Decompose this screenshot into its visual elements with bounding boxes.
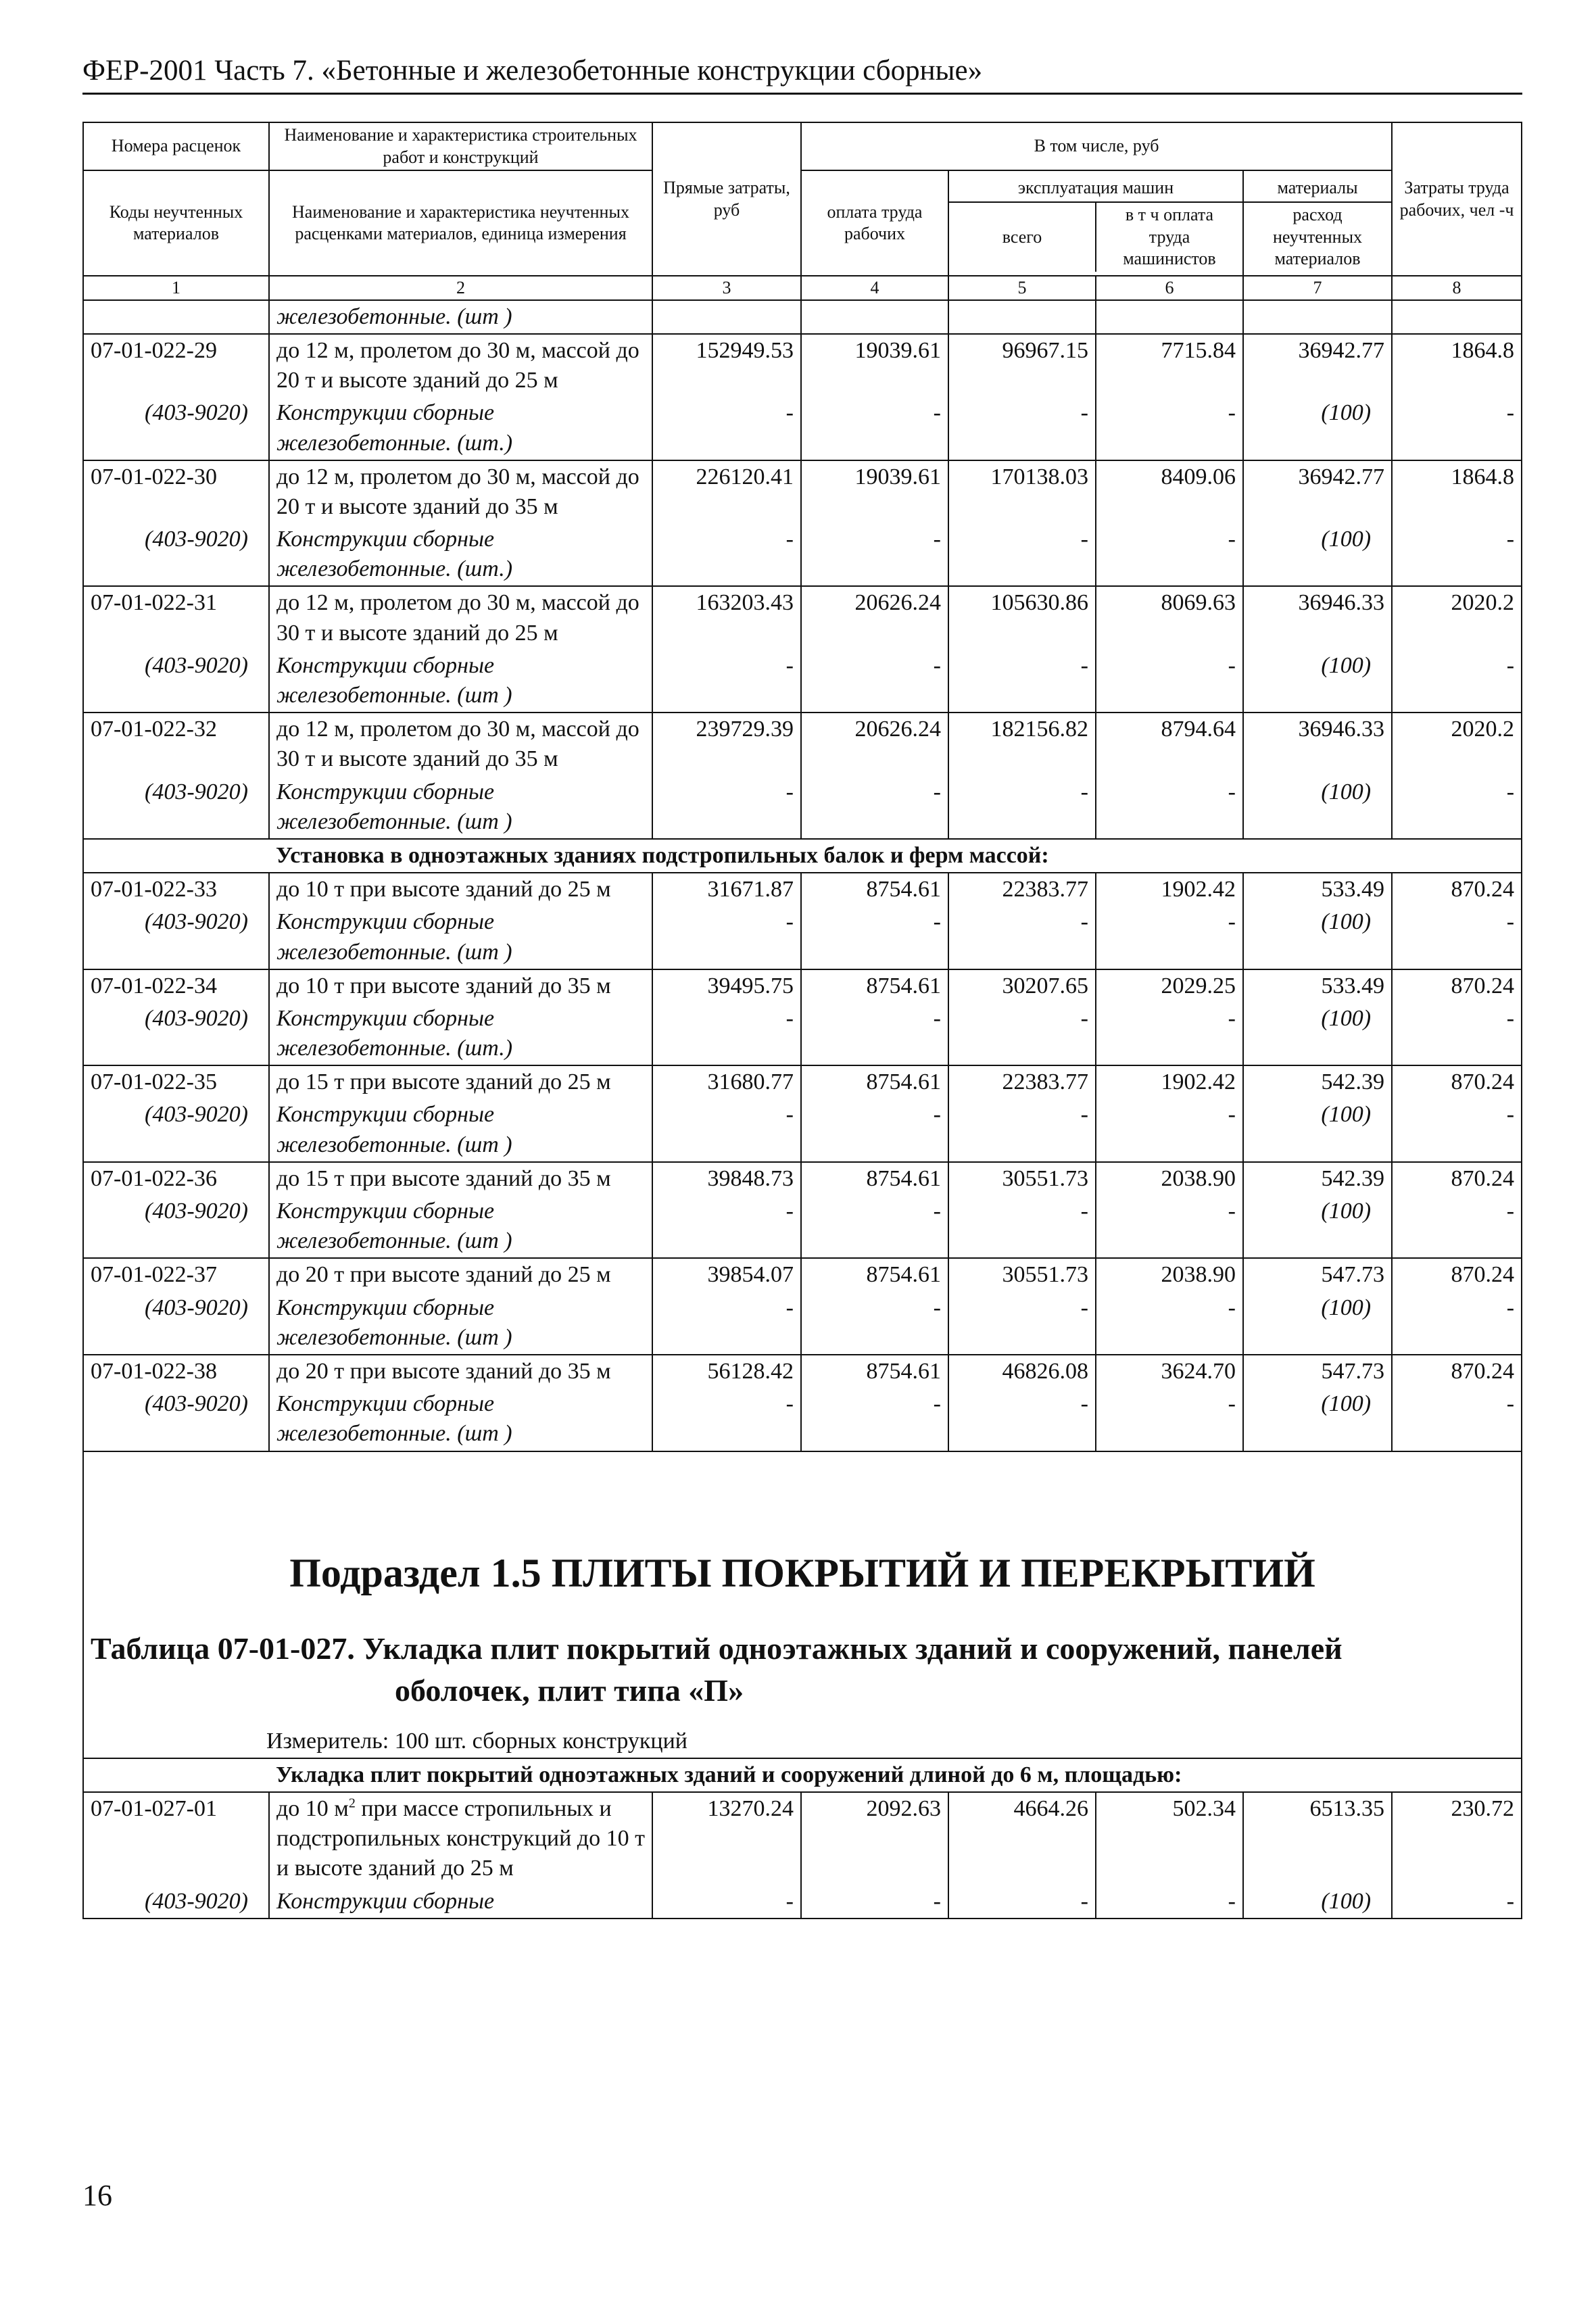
rate-row (83, 1355, 1522, 1388)
machines-total: 105630.86 (948, 586, 1096, 649)
material-qty: (100) (1243, 650, 1392, 713)
materials-cost: 547.73 (1243, 1355, 1392, 1388)
subheading-slabs: Укладка плит покрытий одноэтажных зданий и сооружений длиной до 6 м, площадью: (269, 1758, 1522, 1792)
rate-row (83, 1065, 1522, 1099)
rate-row (83, 460, 1522, 523)
rates-group-2 (83, 873, 1522, 1451)
dash: - (801, 1099, 948, 1161)
direct-cost: 31680.77 (652, 1065, 801, 1099)
material-code: (403-9020) (83, 1195, 269, 1258)
materials-cost: 542.39 (1243, 1162, 1392, 1195)
rate-code: 07-01-022-34 (83, 969, 269, 1003)
material-name: Конструкции сборные (269, 1885, 652, 1919)
labor-cost: 8754.61 (801, 969, 948, 1003)
direct-cost: 31671.87 (652, 873, 801, 906)
material-code: (403-9020) (83, 523, 269, 586)
material-qty: (100) (1243, 776, 1392, 839)
rate-code: 07-01-022-37 (83, 1258, 269, 1291)
dash: - (1096, 1885, 1243, 1919)
rate-name: до 20 т при высоте зданий до 35 м (269, 1355, 652, 1388)
rates-group-1 (83, 334, 1522, 839)
direct-cost: 39848.73 (652, 1162, 801, 1195)
rate-name: до 20 т при высоте зданий до 25 м (269, 1258, 652, 1291)
material-name: Конструкции сборные железобетонные. (шт ) (269, 1099, 652, 1161)
rate-code: 07-01-022-32 (83, 713, 269, 775)
col5-header: всего (949, 202, 1096, 272)
materials-cost: 547.73 (1243, 1258, 1392, 1291)
rate-name: до 10 т при высоте зданий до 35 м (269, 969, 652, 1003)
dash: - (1392, 1099, 1522, 1161)
dash: - (948, 1388, 1096, 1451)
dash: - (652, 523, 801, 586)
page-number: 16 (82, 2179, 112, 2212)
direct-cost: 152949.53 (652, 334, 801, 397)
col2-top-header: Наименование и характеристика строительных работ и конструкций (269, 122, 652, 170)
materials-cost: 533.49 (1243, 969, 1392, 1003)
direct-cost: 13270.24 (652, 1792, 801, 1885)
dash: - (948, 1099, 1096, 1161)
material-name: Конструкции сборные железобетонные. (шт ) (269, 1195, 652, 1258)
dash: - (801, 1885, 948, 1919)
dash: - (1096, 1388, 1243, 1451)
dash: - (1392, 776, 1522, 839)
labor-cost: 2092.63 (801, 1792, 948, 1885)
material-row (83, 523, 1522, 586)
material-code: (403-9020) (83, 906, 269, 969)
rate-code: 07-01-022-30 (83, 460, 269, 523)
column-numbers-row (83, 276, 1522, 300)
material-name: Конструкции сборные железобетонные. (шт ) (269, 1388, 652, 1451)
materials-cost: 36946.33 (1243, 713, 1392, 775)
dash: - (801, 1292, 948, 1355)
labor-hours: 870.24 (1392, 1258, 1522, 1291)
material-name: Конструкции сборные железобетонные. (шт ) (269, 906, 652, 969)
dash: - (1096, 650, 1243, 713)
dash: - (1096, 906, 1243, 969)
material-qty: (100) (1243, 1388, 1392, 1451)
section-title: Подраздел 1.5 ПЛИТЫ ПОКРЫТИЙ И ПЕРЕКРЫТИЙ (83, 1451, 1522, 1626)
material-code: (403-9020) (83, 650, 269, 713)
materials-cost: 6513.35 (1243, 1792, 1392, 1885)
labor-hours: 870.24 (1392, 969, 1522, 1003)
dash: - (801, 397, 948, 460)
material-row (83, 906, 1522, 969)
labor-cost: 8754.61 (801, 1162, 948, 1195)
dash: - (652, 397, 801, 460)
labor-cost: 8754.61 (801, 1258, 948, 1291)
labor-hours: 870.24 (1392, 1162, 1522, 1195)
dash: - (1392, 1885, 1522, 1919)
labor-cost: 8754.61 (801, 873, 948, 906)
rates-table (82, 122, 1522, 1919)
materials-header-group (1243, 170, 1392, 276)
subheading-beams: Установка в одноэтажных зданиях подстропильных балок и ферм массой: (269, 839, 1522, 873)
rate-name: до 12 м, пролетом до 30 м, массой до 30 т и высоте зданий до 35 м (269, 713, 652, 775)
dash: - (948, 906, 1096, 969)
rate-code: 07-01-022-36 (83, 1162, 269, 1195)
machines-total: 4664.26 (948, 1792, 1096, 1885)
dash: - (948, 523, 1096, 586)
rate-code: 07-01-022-38 (83, 1355, 269, 1388)
dash: - (652, 1388, 801, 1451)
material-row (83, 1292, 1522, 1355)
machines-header-group (948, 170, 1243, 276)
col1-bottom-header: Коды неучтенных материалов (83, 170, 269, 276)
dash: - (1392, 650, 1522, 713)
column-number: 8 (1392, 276, 1522, 300)
dash: - (652, 776, 801, 839)
material-qty: (100) (1243, 1003, 1392, 1065)
material-name: Конструкции сборные железобетонные. (шт.) (269, 397, 652, 460)
machines-labor: 2038.90 (1096, 1162, 1243, 1195)
table-title (83, 1626, 1522, 1713)
materials-cost: 36942.77 (1243, 334, 1392, 397)
machines-total: 30551.73 (948, 1162, 1096, 1195)
dash: - (1392, 1388, 1522, 1451)
rate-name: до 10 т при высоте зданий до 25 м (269, 873, 652, 906)
dash: - (652, 1099, 801, 1161)
machines-labor: 2029.25 (1096, 969, 1243, 1003)
dash: - (948, 1292, 1096, 1355)
rate-name: до 15 т при высоте зданий до 25 м (269, 1065, 652, 1099)
labor-hours: 870.24 (1392, 873, 1522, 906)
col6-header: в т ч оплата труда машинистов (1123, 205, 1216, 269)
machines-total: 30207.65 (948, 969, 1096, 1003)
machines-labor: 3624.70 (1096, 1355, 1243, 1388)
rate-row (83, 1792, 1522, 1885)
machines-total: 22383.77 (948, 1065, 1096, 1099)
material-qty: (100) (1243, 1885, 1392, 1919)
rate-code: 07-01-027-01 (83, 1792, 269, 1885)
material-qty: (100) (1243, 397, 1392, 460)
material-row (83, 1003, 1522, 1065)
rate-row (83, 1258, 1522, 1291)
in-total-header: В том числе, руб (801, 122, 1392, 170)
machines-total: 22383.77 (948, 873, 1096, 906)
direct-cost: 56128.42 (652, 1355, 801, 1388)
dash: - (1392, 906, 1522, 969)
rate-name: до 15 т при высоте зданий до 35 м (269, 1162, 652, 1195)
table-title-line-1: Таблица 07-01-027. Укладка плит покрытий одноэтажных зданий и сооружений, панелей (91, 1631, 1343, 1666)
dash: - (652, 1292, 801, 1355)
rate-row (83, 334, 1522, 397)
dash: - (948, 1195, 1096, 1258)
materials-cost: 542.39 (1243, 1065, 1392, 1099)
column-number: 4 (801, 276, 948, 300)
labor-hours: 870.24 (1392, 1355, 1522, 1388)
material-qty: (100) (1243, 1292, 1392, 1355)
labor-cost: 19039.61 (801, 334, 948, 397)
dash: - (1096, 1195, 1243, 1258)
dash: - (652, 906, 801, 969)
dash: - (1096, 1292, 1243, 1355)
dash: - (652, 1195, 801, 1258)
rate-code: 07-01-022-31 (83, 586, 269, 649)
machines-labor: 8409.06 (1096, 460, 1243, 523)
column-number: 7 (1243, 276, 1392, 300)
meter-row (83, 1713, 1522, 1758)
subheading-row (83, 839, 1522, 873)
rate-name: до 12 м, пролетом до 30 м, массой до 20 т и высоте зданий до 25 м (269, 334, 652, 397)
material-row (83, 1195, 1522, 1258)
dash: - (948, 776, 1096, 839)
dash: - (801, 650, 948, 713)
machines-labor: 8069.63 (1096, 586, 1243, 649)
subheading-row-2 (83, 1758, 1522, 1792)
dash: - (1096, 1099, 1243, 1161)
dash: - (652, 1885, 801, 1919)
table-title-line-2: оболочек, плит типа «П» (395, 1672, 744, 1708)
dash: - (1096, 523, 1243, 586)
material-name: Конструкции сборные железобетонные. (шт ) (269, 650, 652, 713)
dash: - (1096, 776, 1243, 839)
dash: - (1096, 1003, 1243, 1065)
material-name: Конструкции сборные железобетонные. (шт.) (269, 1003, 652, 1065)
rate-row (83, 713, 1522, 775)
material-qty: (100) (1243, 1099, 1392, 1161)
column-number: 2 (269, 276, 652, 300)
machines-total: 96967.15 (948, 334, 1096, 397)
col7-header: расход неучтенных материалов (1272, 205, 1363, 269)
dash: - (1392, 1292, 1522, 1355)
machines-labor: 7715.84 (1096, 334, 1243, 397)
machines-labor: 502.34 (1096, 1792, 1243, 1885)
material-row (83, 650, 1522, 713)
col2-bottom-header: Наименование и характеристика неучтенных расценками материалов, единица измерения (269, 170, 652, 276)
machines-total: 30551.73 (948, 1258, 1096, 1291)
material-name: Конструкции сборные железобетонные. (шт ) (269, 776, 652, 839)
materials-header: материалы (1244, 174, 1391, 202)
dash: - (801, 1003, 948, 1065)
dash: - (1096, 397, 1243, 460)
rate-row (83, 969, 1522, 1003)
direct-cost: 226120.41 (652, 460, 801, 523)
column-number: 3 (652, 276, 801, 300)
column-number: 1 (83, 276, 269, 300)
column-number: 5 (948, 276, 1096, 300)
material-code: (403-9020) (83, 1099, 269, 1161)
material-row (83, 1885, 1522, 1919)
carry-over-text: железобетонные. (шт ) (269, 300, 652, 334)
meter-text: Измеритель: 100 шт. сборных конструкций (83, 1713, 1522, 1758)
dash: - (948, 650, 1096, 713)
dash: - (801, 776, 948, 839)
section-title-row (83, 1451, 1522, 1626)
dash: - (801, 1195, 948, 1258)
labor-cost: 19039.61 (801, 460, 948, 523)
rate-row (83, 873, 1522, 906)
machines-labor: 1902.42 (1096, 1065, 1243, 1099)
machines-labor: 2038.90 (1096, 1258, 1243, 1291)
running-header: ФЕР-2001 Часть 7. «Бетонные и железобетонные конструкции сборные» (82, 54, 1522, 95)
col4-header: оплата труда рабочих (801, 170, 948, 276)
labor-hours: 1864.8 (1392, 460, 1522, 523)
col1-top-header: Номера расценок (83, 122, 269, 170)
material-row (83, 1099, 1522, 1161)
material-name: Конструкции сборные железобетонные. (шт ) (269, 1292, 652, 1355)
labor-cost: 8754.61 (801, 1065, 948, 1099)
rate-name: до 12 м, пролетом до 30 м, массой до 30 т и высоте зданий до 25 м (269, 586, 652, 649)
table-title-row (83, 1626, 1522, 1713)
col8-header: Затраты труда рабочих, чел -ч (1392, 122, 1522, 276)
material-code: (403-9020) (83, 1885, 269, 1919)
material-code: (403-9020) (83, 1292, 269, 1355)
dash: - (801, 1388, 948, 1451)
dash: - (652, 1003, 801, 1065)
dash: - (948, 397, 1096, 460)
dash: - (948, 1885, 1096, 1919)
labor-hours: 2020.2 (1392, 586, 1522, 649)
dash: - (948, 1003, 1096, 1065)
dash: - (801, 523, 948, 586)
direct-cost: 163203.43 (652, 586, 801, 649)
materials-cost: 36942.77 (1243, 460, 1392, 523)
material-code: (403-9020) (83, 776, 269, 839)
labor-hours: 1864.8 (1392, 334, 1522, 397)
material-qty: (100) (1243, 1195, 1392, 1258)
machines-header: эксплуатация машин (949, 174, 1242, 202)
rate-code: 07-01-022-29 (83, 334, 269, 397)
labor-hours: 230.72 (1392, 1792, 1522, 1885)
machines-labor: 8794.64 (1096, 713, 1243, 775)
rate-code: 07-01-022-33 (83, 873, 269, 906)
labor-cost: 20626.24 (801, 713, 948, 775)
materials-cost: 533.49 (1243, 873, 1392, 906)
direct-cost: 39854.07 (652, 1258, 801, 1291)
material-row (83, 1388, 1522, 1451)
labor-cost: 20626.24 (801, 586, 948, 649)
labor-cost: 8754.61 (801, 1355, 948, 1388)
machines-labor: 1902.42 (1096, 873, 1243, 906)
rate-row (83, 1162, 1522, 1195)
rate-name: до 12 м, пролетом до 30 м, массой до 20 т и высоте зданий до 35 м (269, 460, 652, 523)
direct-cost: 39495.75 (652, 969, 801, 1003)
dash: - (801, 906, 948, 969)
material-name: Конструкции сборные железобетонные. (шт.) (269, 523, 652, 586)
material-code: (403-9020) (83, 397, 269, 460)
material-qty: (100) (1243, 906, 1392, 969)
dash: - (652, 650, 801, 713)
material-row (83, 776, 1522, 839)
column-number: 6 (1096, 276, 1243, 300)
direct-cost: 239729.39 (652, 713, 801, 775)
rate-code: 07-01-022-35 (83, 1065, 269, 1099)
machines-total: 46826.08 (948, 1355, 1096, 1388)
materials-cost: 36946.33 (1243, 586, 1392, 649)
dash: - (1392, 1195, 1522, 1258)
machines-total: 170138.03 (948, 460, 1096, 523)
labor-hours: 2020.2 (1392, 713, 1522, 775)
carry-over-row (83, 300, 1522, 334)
rate-row (83, 586, 1522, 649)
dash: - (1392, 1003, 1522, 1065)
dash: - (1392, 397, 1522, 460)
material-code: (403-9020) (83, 1388, 269, 1451)
machines-total: 182156.82 (948, 713, 1096, 775)
col3-header: Прямые затраты, руб (652, 122, 801, 276)
material-row (83, 397, 1522, 460)
material-qty: (100) (1243, 523, 1392, 586)
rate-name: до 10 $м^2$ при массе стропильных и подстропильных конструкций до 10 т и высоте зданий до 25 м (269, 1792, 652, 1885)
dash: - (1392, 523, 1522, 586)
material-code: (403-9020) (83, 1003, 269, 1065)
labor-hours: 870.24 (1392, 1065, 1522, 1099)
